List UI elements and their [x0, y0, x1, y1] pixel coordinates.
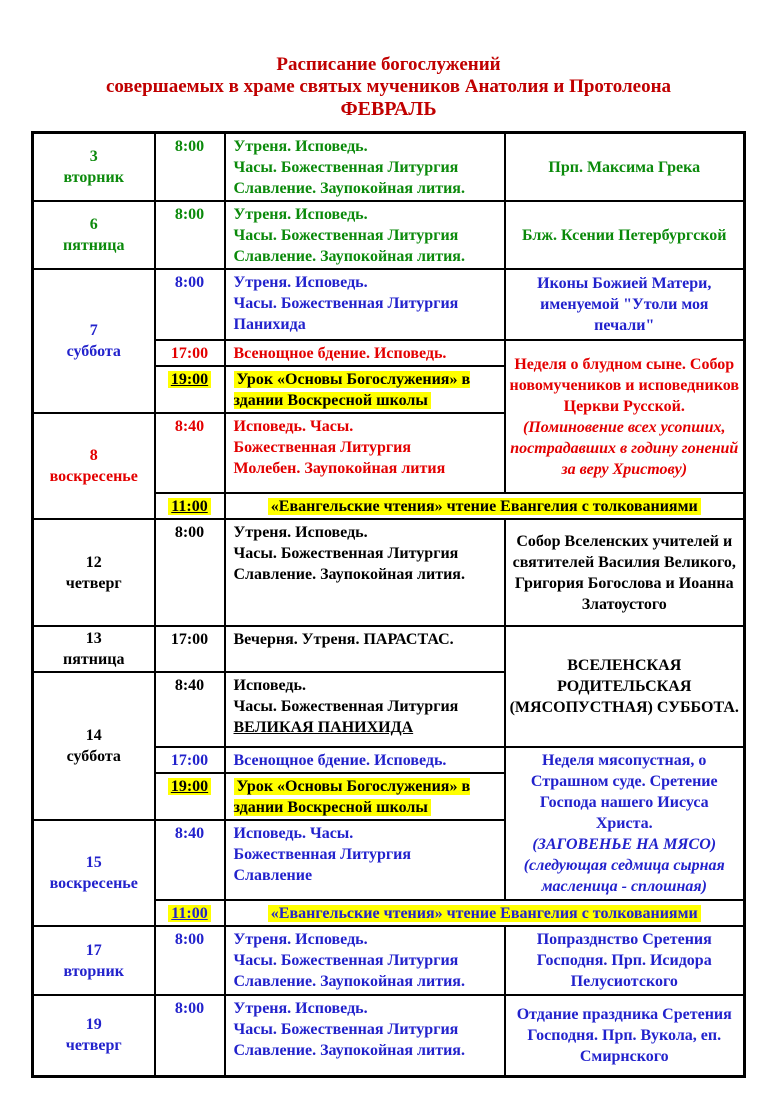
services-cell: Вечерня. Утреня. ПАРАСТАС. — [225, 626, 505, 672]
date-number: 19 — [85, 1016, 102, 1034]
date-cell-feb-3 — [33, 133, 155, 202]
service-line: Славление. Заупокойная лития. — [233, 248, 465, 265]
service-line: Утреня. Исповедь. — [233, 1000, 368, 1017]
date-cell-feb-13 — [33, 626, 155, 672]
time-cell: 8:00 — [155, 133, 225, 202]
service-line: Славление. Заупокойная лития. — [233, 566, 465, 583]
date-weekday: воскресенье — [49, 875, 138, 892]
date-number: 6 — [89, 216, 98, 233]
highlighted-text: Урок «Основы Богослужения» в здании Воскресной школы — [233, 778, 471, 816]
time-cell — [155, 493, 225, 519]
date-weekday: четверг — [65, 574, 122, 592]
title-month: ФЕВРАЛЬ — [340, 98, 437, 120]
date-number: 7 — [89, 322, 98, 339]
time-cell: 17:00 — [155, 747, 225, 773]
row-feb-7-morning — [33, 269, 745, 340]
service-line: Утреня. Исповедь. — [233, 274, 368, 291]
feast-note-part-italic: (Поминовение всех усопших, пострадавших в годину гонений за веру Христову) — [510, 418, 739, 478]
service-line: Часы. Божественная Литургия — [233, 698, 459, 715]
feast-note-cell-feb-7-8 — [505, 340, 745, 493]
feast-note-cell-feb-13-14: ВСЕЛЕНСКАЯ РОДИТЕЛЬСКАЯ (МЯСОПУСТНАЯ) СУББОТА. — [505, 626, 745, 747]
feast-note-part: Неделя о блудном сыне. Собор новомучеников и исповедников Церкви Русской. — [509, 355, 739, 415]
gospel-reading-cell — [225, 900, 745, 926]
date-cell-feb-19 — [33, 995, 155, 1076]
services-cell — [225, 773, 505, 820]
service-line: Божественная Литургия — [233, 846, 411, 863]
date-weekday: четверг — [65, 1037, 122, 1055]
service-line: Славление. Заупокойная лития. — [233, 1042, 465, 1059]
date-weekday: вторник — [63, 169, 124, 186]
services-cell — [225, 133, 505, 202]
service-line: Часы. Божественная Литургия — [233, 545, 459, 562]
row-feb-17 — [33, 926, 745, 995]
time-cell: 17:00 — [155, 340, 225, 366]
feast-note-part-italic: (следующая седмица сырная масленица - сплошная) — [523, 857, 725, 895]
date-weekday: пятница — [63, 237, 125, 254]
services-cell — [225, 201, 505, 269]
service-line: Часы. Божественная Литургия — [233, 227, 459, 244]
date-number: 13 — [85, 630, 102, 647]
time-cell: 8:00 — [155, 995, 225, 1076]
date-number: 8 — [89, 447, 98, 464]
date-cell-feb-14 — [33, 672, 155, 820]
service-line: Славление — [233, 867, 313, 884]
time-cell: 8:00 — [155, 926, 225, 995]
highlighted-text: «Евангельские чтения» чтение Евангелия с толкованиями — [268, 498, 701, 515]
date-cell-feb-15 — [33, 820, 155, 926]
services-cell: Всенощное бдение. Исповедь. — [225, 747, 505, 773]
feast-note-cell: Прп. Максима Грека — [505, 133, 745, 202]
service-line: Исповедь. Часы. — [233, 418, 354, 435]
service-line: Часы. Божественная Литургия — [233, 159, 459, 176]
services-cell: Всенощное бдение. Исповедь. — [225, 340, 505, 366]
service-line: Панихида — [233, 316, 306, 333]
title-line-1: Расписание богослужений — [276, 54, 501, 75]
date-weekday: пятница — [63, 651, 125, 668]
service-line: Часы. Божественная Литургия — [233, 1021, 459, 1038]
highlighted-text: Урок «Основы Богослужения» в здании Воскресной школы — [233, 371, 471, 409]
services-cell — [225, 269, 505, 340]
time-cell — [155, 900, 225, 926]
service-line: Славление. Заупокойная лития. — [233, 180, 465, 197]
row-feb-6 — [33, 201, 745, 269]
services-cell — [225, 995, 505, 1076]
feast-note-cell: Собор Вселенских учителей и святителей Василия Великого, Григория Богослова и Иоанна Златоустого — [505, 519, 745, 626]
feast-note-part: Неделя мясопустная, о Страшном суде. Сретение Господа нашего Иисуса Христа. — [530, 752, 718, 832]
date-cell-feb-17 — [33, 926, 155, 995]
feast-note-cell: Иконы Божией Матери, именуемой "Утоли моя печали" — [505, 269, 745, 340]
service-line: Молебен. Заупокойная лития — [233, 460, 446, 477]
services-cell — [225, 366, 505, 413]
row-feb-13 — [33, 626, 745, 672]
services-cell — [225, 672, 505, 747]
feast-note-cell: Попразднство Сретения Господня. Прп. Исидора Пелусиотского — [505, 926, 745, 995]
feast-note-cell: Блж. Ксении Петербургской — [505, 201, 745, 269]
date-weekday: суббота — [66, 748, 121, 765]
highlighted-time: 19:00 — [168, 371, 211, 388]
service-line: Часы. Божественная Литургия — [233, 295, 459, 312]
service-line: Исповедь. — [233, 677, 306, 694]
time-cell: 8:40 — [155, 413, 225, 493]
services-cell — [225, 926, 505, 995]
row-feb-19 — [33, 995, 745, 1076]
date-cell-feb-12 — [33, 519, 155, 626]
date-number: 12 — [85, 553, 102, 571]
date-weekday: суббота — [66, 343, 121, 360]
date-weekday: вторник — [63, 962, 124, 980]
feast-note-cell: Отдание праздника Сретения Господня. Прп. Вукола, еп. Смирнского — [505, 995, 745, 1076]
row-feb-12 — [33, 519, 745, 626]
services-cell — [225, 820, 505, 900]
time-cell: 8:00 — [155, 519, 225, 626]
date-weekday: воскресенье — [49, 468, 138, 485]
service-line: Часы. Божественная Литургия — [233, 952, 459, 969]
row-feb-3 — [33, 133, 745, 202]
highlighted-time: 19:00 — [168, 778, 211, 795]
gospel-reading-cell — [225, 493, 745, 519]
schedule-table — [31, 131, 746, 1078]
highlighted-time: 11:00 — [168, 905, 210, 922]
service-line: Утреня. Исповедь. — [233, 206, 368, 223]
schedule-title — [0, 54, 777, 120]
service-line: Исповедь. Часы. — [233, 825, 354, 842]
service-line: Славление. Заупокойная лития. — [233, 973, 465, 990]
date-number: 14 — [85, 727, 102, 744]
time-cell: 8:00 — [155, 201, 225, 269]
date-number: 3 — [89, 148, 98, 165]
date-cell-feb-6 — [33, 201, 155, 269]
date-number: 15 — [85, 854, 102, 871]
time-cell — [155, 366, 225, 413]
time-cell: 17:00 — [155, 626, 225, 672]
date-cell-feb-7 — [33, 269, 155, 413]
service-line-underlined: ВЕЛИКАЯ ПАНИХИДА — [233, 719, 414, 736]
highlighted-text: «Евангельские чтения» чтение Евангелия с толкованиями — [268, 905, 701, 922]
feast-note-part-italic: (ЗАГОВЕНЬЕ НА МЯСО) — [532, 836, 717, 853]
time-cell — [155, 773, 225, 820]
time-cell: 8:40 — [155, 672, 225, 747]
date-cell-feb-8 — [33, 413, 155, 519]
time-cell: 8:40 — [155, 820, 225, 900]
service-line: Утреня. Исповедь. — [233, 138, 368, 155]
date-number: 17 — [85, 941, 102, 959]
service-line: Утреня. Исповедь. — [233, 931, 368, 948]
services-cell — [225, 413, 505, 493]
title-line-2: совершаемых в храме святых мучеников Анатолия и Протолеона — [105, 76, 672, 97]
service-line: Божественная Литургия — [233, 439, 411, 456]
feast-note-cell-feb-14-15 — [505, 747, 745, 900]
time-cell: 8:00 — [155, 269, 225, 340]
service-line: Утреня. Исповедь. — [233, 524, 368, 541]
highlighted-time: 11:00 — [168, 498, 210, 515]
services-cell — [225, 519, 505, 626]
